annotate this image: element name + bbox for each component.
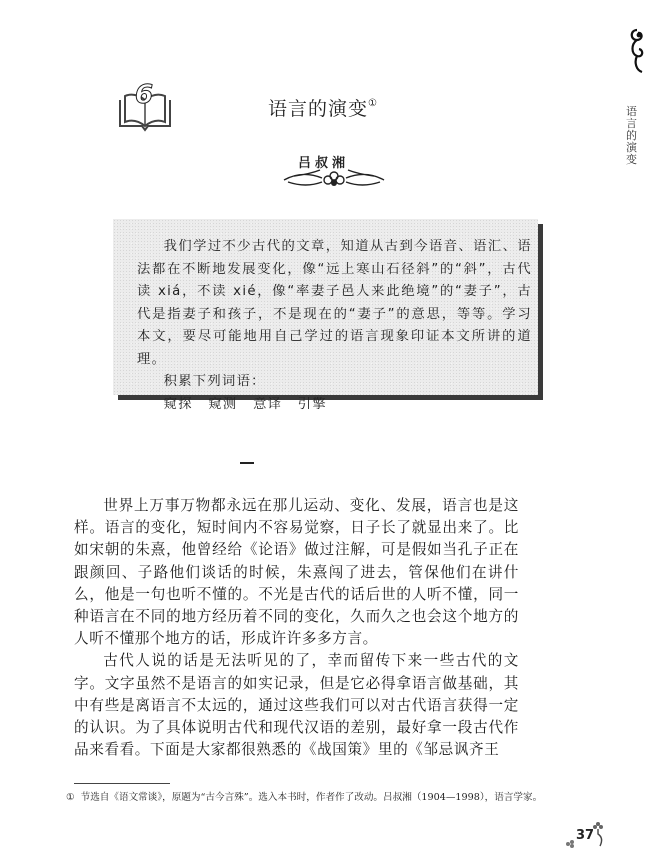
footnote (66, 791, 606, 805)
vocab-word: 窥探 (163, 396, 193, 412)
page-number: 37 (576, 828, 595, 843)
vocab-word: 引擎 (297, 396, 327, 412)
body-paragraph: 古代人说的话是无法听见的了，幸而留传下来一些古代的文字。文字虽然不是语言的如实记录，但是它必得拿语言做基础，其中有些是离语言不太远的，通过这些我们可以对古代语言获得一定的认识。为了具体说明古代和现代汉语的差别，最好拿一段古代作品来看看。下面是大家都很熟悉的《战国策》里的《邹忌讽齐王 (74, 652, 519, 759)
author-name: 吕叔湘 (298, 156, 350, 171)
vocab-list (137, 394, 532, 417)
vocab-word: 窥测 (208, 396, 238, 412)
title-footnote-ref[interactable]: ① (368, 98, 378, 109)
footnote-mark: ① (66, 792, 75, 803)
floral-divider-icon (282, 166, 386, 188)
running-header: 语言的演变 (626, 105, 637, 166)
footnote-divider (74, 783, 170, 784)
body-paragraph: 世界上万事万物都永远在那儿运动、变化、发展，语言也是这样。语言的变化，短时间内不容易觉察，日子长了就显出来了。比如宋朝的朱熹，他曾经给《论语》做过注解，可是假如当孔子正在跟颜回、子路他们谈话的时候，朱熹闯了进去，管保他们在讲什么，他是一句也听不懂的。不光是古代的话后世的人听不懂，同一种语言在不同的地方经历着不同的变化，久而久之也会这个地方的人听不懂那个地方的话，形成许许多多方言。 (74, 497, 519, 648)
lesson-badge (116, 82, 174, 134)
vocab-prompt: 积累下列词语： (163, 374, 266, 389)
preface-text (137, 236, 532, 416)
scroll-ornament-icon (628, 26, 646, 74)
preface-box (113, 219, 538, 412)
preface-paragraph: 我们学过不少古代的文章，知道从古到今语音、语汇、语法都在不断地发展变化，像“远上寒山石径斜”的“斜”，古代读 xiá，不读 xié，像“率妻子邑人来此绝境”的“妻子”，古代是指妻子和孩子，不是现在的“妻子”的意思，等等。学习本文，要尽可能地用自己学过的语言现象印证本文所讲的道理。 (137, 239, 532, 367)
section-heading-one (240, 462, 254, 464)
vocab-word: 意译 (253, 396, 283, 412)
lesson-title-text: 语言的演变 (268, 98, 369, 120)
lesson-title (268, 94, 378, 121)
lesson-number: 6 (135, 80, 154, 110)
footnote-text: 节选自《语文常谈》，原题为“古今言殊”。选入本书时，作者作了改动。吕叔湘（1904—1998），语言学家。 (80, 792, 543, 803)
body-text (74, 495, 519, 761)
